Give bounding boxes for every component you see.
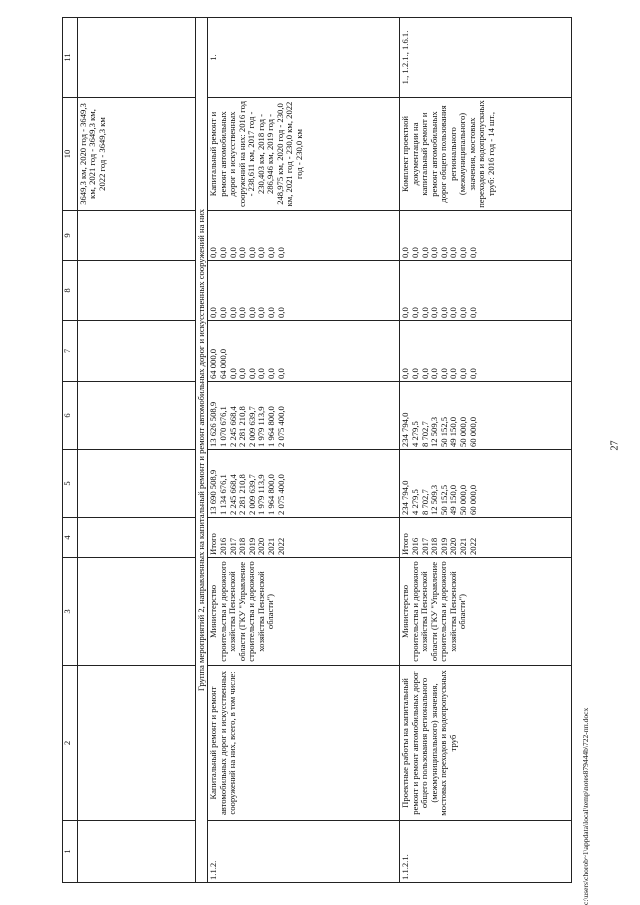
value-cell: 0,0 xyxy=(419,247,430,258)
header-cell-6: 6 xyxy=(63,382,78,450)
value-cell: 0,0 xyxy=(458,368,469,379)
value-cell: 1 964 800,0 xyxy=(266,406,277,447)
value-cell: 50 152,5 xyxy=(438,416,449,447)
value-cell: 1 134 676,1 xyxy=(218,474,229,515)
value-cell: 0,0 xyxy=(266,247,277,258)
years-list xyxy=(400,518,572,558)
value-cell: 2 281 210,8 xyxy=(237,474,248,515)
value-cell: 0,0 xyxy=(467,247,478,258)
top-continuation-cell: 3649,3 км, 2020 год - 3649,3 км, 2021 год - 3649,3 км, 2022 год - 3649,3 км xyxy=(78,98,196,211)
executor: Министерство строительства и дорожного хозяйства Пензенской области (ГКУ "Управление строительства и дорожного хозяйства Пензенской области") xyxy=(400,558,572,666)
header-cell-9: 9 xyxy=(63,211,78,261)
value-cell: 0,0 xyxy=(275,247,286,258)
value-cell: 2 245 668,4 xyxy=(227,474,238,515)
value-cell: 0,0 xyxy=(400,368,411,379)
value-cell: 2 009 639,7 xyxy=(246,406,257,447)
value-cell: 0,0 xyxy=(438,247,449,258)
value-cell: 0,0 xyxy=(237,247,248,258)
header-cell-1: 1 xyxy=(63,821,78,883)
value-cell: 1 979 113,9 xyxy=(256,474,267,515)
value-cell: 0,0 xyxy=(438,307,449,318)
value-cell: 60 000,0 xyxy=(467,484,478,515)
program-table xyxy=(62,17,572,883)
value-cell: 0,0 xyxy=(227,307,238,318)
year-cell: 2019 xyxy=(438,537,449,555)
value-cell: 0,0 xyxy=(419,368,430,379)
header-cell-3: 3 xyxy=(63,558,78,666)
value-cell: 1 070 676,1 xyxy=(218,406,229,447)
group-title: Группа мероприятий 2, направленных на капитальный ремонт и ремонт автомобильных дорог и искусственных сооружений на них xyxy=(196,18,208,883)
regional-funding xyxy=(400,382,572,450)
regional-funding xyxy=(208,382,400,450)
header-row xyxy=(63,18,78,883)
value-cell: 12 509,3 xyxy=(429,416,440,447)
value-cell: 13 626 508,9 xyxy=(208,401,219,447)
year-cell: 2019 xyxy=(246,537,257,555)
value-cell: 0,0 xyxy=(227,247,238,258)
year-cell: 2022 xyxy=(467,537,478,555)
header-cell-4: 4 xyxy=(63,518,78,558)
value-cell: 0,0 xyxy=(458,307,469,318)
footer-file-path: c:\users\chorob~1\appdata\local\temp\notes879444b\722-пп.docx xyxy=(581,707,590,905)
rotated-table-container xyxy=(62,18,580,883)
local-funding xyxy=(400,261,572,321)
value-cell: 234 794,0 xyxy=(400,480,411,515)
local-funding xyxy=(208,261,400,321)
value-cell: 0,0 xyxy=(208,307,219,318)
other-funding xyxy=(208,211,400,261)
value-cell: 0,0 xyxy=(275,307,286,318)
value-cell: 0,0 xyxy=(246,247,257,258)
year-cell: 2018 xyxy=(429,537,440,555)
year-cell: Итого xyxy=(208,533,219,555)
value-cell: 0,0 xyxy=(458,247,469,258)
value-cell: 64 000,0 xyxy=(218,348,229,379)
value-cell: 0,0 xyxy=(237,307,248,318)
year-cell: 2021 xyxy=(266,537,277,555)
federal-funding xyxy=(208,321,400,382)
value-cell: 234 794,0 xyxy=(400,412,411,447)
indicator-link: 1. xyxy=(208,18,400,98)
value-cell: 2 245 668,4 xyxy=(227,406,238,447)
year-cell: 2017 xyxy=(419,537,430,555)
table-row xyxy=(208,18,400,883)
value-cell: 0,0 xyxy=(419,307,430,318)
group-title-row xyxy=(196,18,208,883)
value-cell: 50 000,0 xyxy=(458,416,469,447)
header-cell-2: 2 xyxy=(63,666,78,821)
value-cell: 0,0 xyxy=(227,368,238,379)
value-cell: 50 000,0 xyxy=(458,484,469,515)
value-cell: 2 075 400,0 xyxy=(275,474,286,515)
header-cell-7: 7 xyxy=(63,321,78,382)
value-cell: 0,0 xyxy=(467,307,478,318)
total-funding xyxy=(400,450,572,518)
value-cell: 49 150,0 xyxy=(448,484,459,515)
year-cell: 2021 xyxy=(458,537,469,555)
year-cell: 2022 xyxy=(275,537,286,555)
value-cell: 0,0 xyxy=(266,307,277,318)
year-cell: 2017 xyxy=(227,537,238,555)
value-cell: 0,0 xyxy=(429,368,440,379)
header-cell-8: 8 xyxy=(63,261,78,321)
value-cell: 0,0 xyxy=(429,307,440,318)
value-cell: 0,0 xyxy=(429,247,440,258)
value-cell: 8 702,7 xyxy=(419,421,430,447)
value-cell: 0,0 xyxy=(448,307,459,318)
value-cell: 4 279,5 xyxy=(410,489,421,515)
value-cell: 1 979 113,9 xyxy=(256,406,267,447)
value-cell: 0,0 xyxy=(208,247,219,258)
value-cell: 60 000,0 xyxy=(467,416,478,447)
measure-name: Капитальный ремонт и ремонт автомобильных дорог и искусственных сооружений на них, всего, в том числе: xyxy=(208,666,400,821)
value-cell: 1 964 800,0 xyxy=(266,474,277,515)
value-cell: 0,0 xyxy=(410,247,421,258)
header-cell-5: 5 xyxy=(63,450,78,518)
measure-name: Проектные работы на капитальный ремонт и ремонт автомобильных дорог общего пользования регионального (межмуниципального) значения, мостовых переходов и водопропускных труб xyxy=(400,666,572,821)
other-funding xyxy=(400,211,572,261)
value-cell: 0,0 xyxy=(400,247,411,258)
value-cell: 49 150,0 xyxy=(448,416,459,447)
value-cell: 0,0 xyxy=(256,247,267,258)
value-cell: 12 509,3 xyxy=(429,484,440,515)
value-cell: 2 075 400,0 xyxy=(275,406,286,447)
value-cell: 0,0 xyxy=(218,247,229,258)
value-cell: 0,0 xyxy=(410,368,421,379)
value-cell: 0,0 xyxy=(218,307,229,318)
value-cell: 0,0 xyxy=(256,307,267,318)
page-number: 27 xyxy=(609,440,621,451)
value-cell: 0,0 xyxy=(246,368,257,379)
year-cell: 2016 xyxy=(218,537,229,555)
indicator-description: Комплект проектной документации на капитальный ремонт и ремонт автомобильных дорог общего пользования регионального (межмуниципального) значения, мостовых переходов и водопропускных труб: 2016 год - 14 шт., xyxy=(400,98,572,211)
value-cell: 13 690 508,9 xyxy=(208,469,219,515)
value-cell: 0,0 xyxy=(246,307,257,318)
year-cell: 2016 xyxy=(410,537,421,555)
value-cell: 0,0 xyxy=(448,247,459,258)
year-cell: Итого xyxy=(400,533,411,555)
executor: Министерство строительства и дорожного хозяйства Пензенской области (ГКУ "Управление строительства и дорожного хозяйства Пензенской области") xyxy=(208,558,400,666)
year-cell: 2020 xyxy=(256,537,267,555)
federal-funding xyxy=(400,321,572,382)
header-cell-10: 10 xyxy=(63,98,78,211)
row-number: 1.1.2.1. xyxy=(400,821,572,883)
year-cell: 2020 xyxy=(448,537,459,555)
value-cell: 0,0 xyxy=(448,368,459,379)
years-list xyxy=(208,518,400,558)
header-cell-11: 11 xyxy=(63,18,78,98)
table-row xyxy=(400,18,572,883)
value-cell: 2 281 210,8 xyxy=(237,406,248,447)
value-cell: 0,0 xyxy=(237,368,248,379)
year-cell: 2018 xyxy=(237,537,248,555)
value-cell: 2 009 639,7 xyxy=(246,474,257,515)
continuation-row xyxy=(78,18,196,883)
value-cell: 0,0 xyxy=(275,368,286,379)
value-cell: 0,0 xyxy=(467,368,478,379)
total-funding xyxy=(208,450,400,518)
indicator-description: Капитальный ремонт и ремонт автомобильных дорог и искусственных сооружений на них: 2016 год - 238,611 км, 2017 год - 230,403 км, 2018 год - 286,946 км, 2019 год - 248,975 км, 2020 год - 230,0 км, 2021 год - 230,0 км, 2022 год - 230,0 км xyxy=(208,98,400,211)
value-cell: 64 000,0 xyxy=(208,348,219,379)
value-cell: 0,0 xyxy=(438,368,449,379)
row-number: 1.1.2. xyxy=(208,821,400,883)
value-cell: 0,0 xyxy=(400,307,411,318)
indicator-link: 1., 1.2.1., 1.6.1. xyxy=(400,18,572,98)
value-cell: 0,0 xyxy=(266,368,277,379)
value-cell: 50 152,5 xyxy=(438,484,449,515)
value-cell: 4 279,5 xyxy=(410,421,421,447)
value-cell: 0,0 xyxy=(256,368,267,379)
value-cell: 8 702,7 xyxy=(419,489,430,515)
value-cell: 0,0 xyxy=(410,307,421,318)
